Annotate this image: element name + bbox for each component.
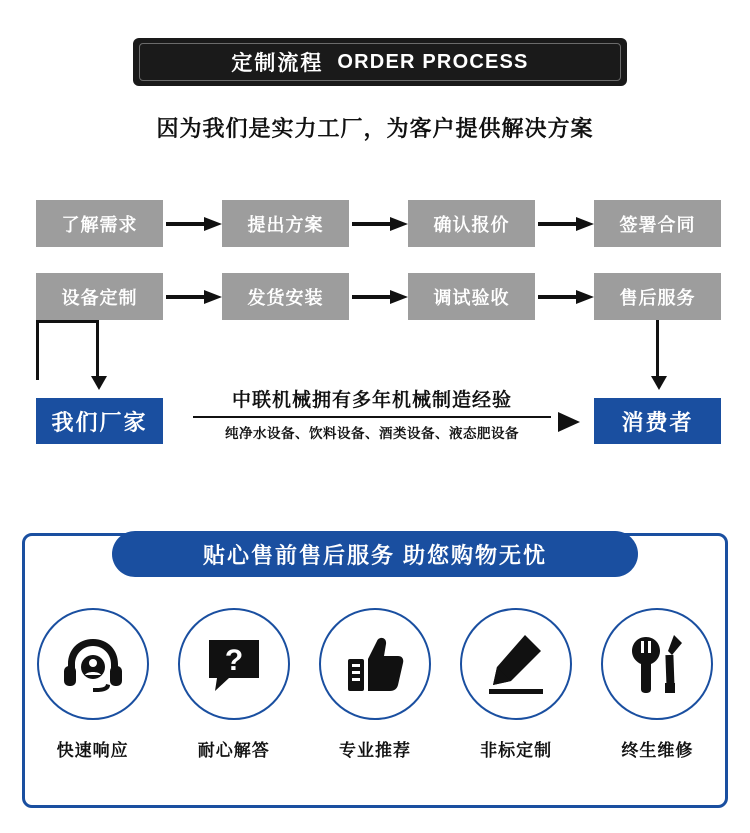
service-icon-circle-5 xyxy=(601,608,713,720)
header-title-cn: 定制流程 xyxy=(231,52,324,75)
flow-step-1: 了解需求 xyxy=(36,200,163,247)
service-label-5: 终生维修 xyxy=(621,741,694,760)
connector-right-down xyxy=(656,320,659,378)
flow-arrow-5 xyxy=(352,290,408,304)
connector-right-arrowhead xyxy=(651,376,667,390)
service-label-1: 快速响应 xyxy=(56,741,129,760)
flow-arrow-1 xyxy=(166,217,222,231)
connector-left-vertical xyxy=(36,320,39,380)
middle-arrowhead xyxy=(558,412,580,432)
flow-step-4: 签署合同 xyxy=(594,200,721,247)
connector-left-down xyxy=(96,320,99,378)
wrench-screwdriver-icon xyxy=(626,633,688,695)
flow-step-5: 设备定制 xyxy=(36,273,163,320)
service-items-row xyxy=(22,608,728,761)
service-icon-circle-4 xyxy=(460,608,572,720)
connector-left-horizontal xyxy=(36,320,96,323)
service-item-3 xyxy=(311,608,439,761)
headset-icon xyxy=(60,633,126,695)
flow-step-6: 发货安装 xyxy=(222,273,349,320)
middle-text-divider xyxy=(193,416,551,418)
service-item-1 xyxy=(29,608,157,761)
page-subtitle: 因为我们是实力工厂，为客户提供解决方案 xyxy=(156,116,594,141)
service-panel-title: 贴心售前售后服务 助您购物无忧 xyxy=(112,531,638,577)
service-icon-circle-2 xyxy=(178,608,290,720)
service-item-4 xyxy=(452,608,580,761)
flow-arrow-2 xyxy=(352,217,408,231)
service-icon-circle-3 xyxy=(319,608,431,720)
pencil-icon xyxy=(485,633,547,695)
header-banner xyxy=(133,38,627,86)
flow-step-7: 调试验收 xyxy=(408,273,535,320)
consumer-box: 消费者 xyxy=(594,398,721,444)
flow-arrow-6 xyxy=(538,290,594,304)
middle-text-line1: 中联机械拥有多年机械制造经验 xyxy=(231,390,512,411)
flow-arrow-4 xyxy=(166,290,222,304)
service-item-5 xyxy=(593,608,721,761)
service-label-4: 非标定制 xyxy=(480,741,553,760)
factory-box: 我们厂家 xyxy=(36,398,163,444)
header-title-en: ORDER PROCESS xyxy=(337,50,529,73)
svg-text:?: ? xyxy=(224,644,243,677)
flow-step-2: 提出方案 xyxy=(222,200,349,247)
flow-step-8: 售后服务 xyxy=(594,273,721,320)
thumbs-up-icon xyxy=(344,633,406,695)
middle-text-block xyxy=(186,388,558,442)
header-banner-inner xyxy=(139,43,621,81)
service-label-3: 专业推荐 xyxy=(338,741,411,760)
connector-left-arrowhead xyxy=(91,376,107,390)
question-bubble-icon xyxy=(203,634,265,694)
service-label-2: 耐心解答 xyxy=(197,741,270,760)
flow-arrow-3 xyxy=(538,217,594,231)
service-item-2 xyxy=(170,608,298,761)
middle-text-line2: 纯净水设备、饮料设备、酒类设备、液态肥设备 xyxy=(225,426,519,441)
service-icon-circle-1 xyxy=(37,608,149,720)
flow-step-3: 确认报价 xyxy=(408,200,535,247)
